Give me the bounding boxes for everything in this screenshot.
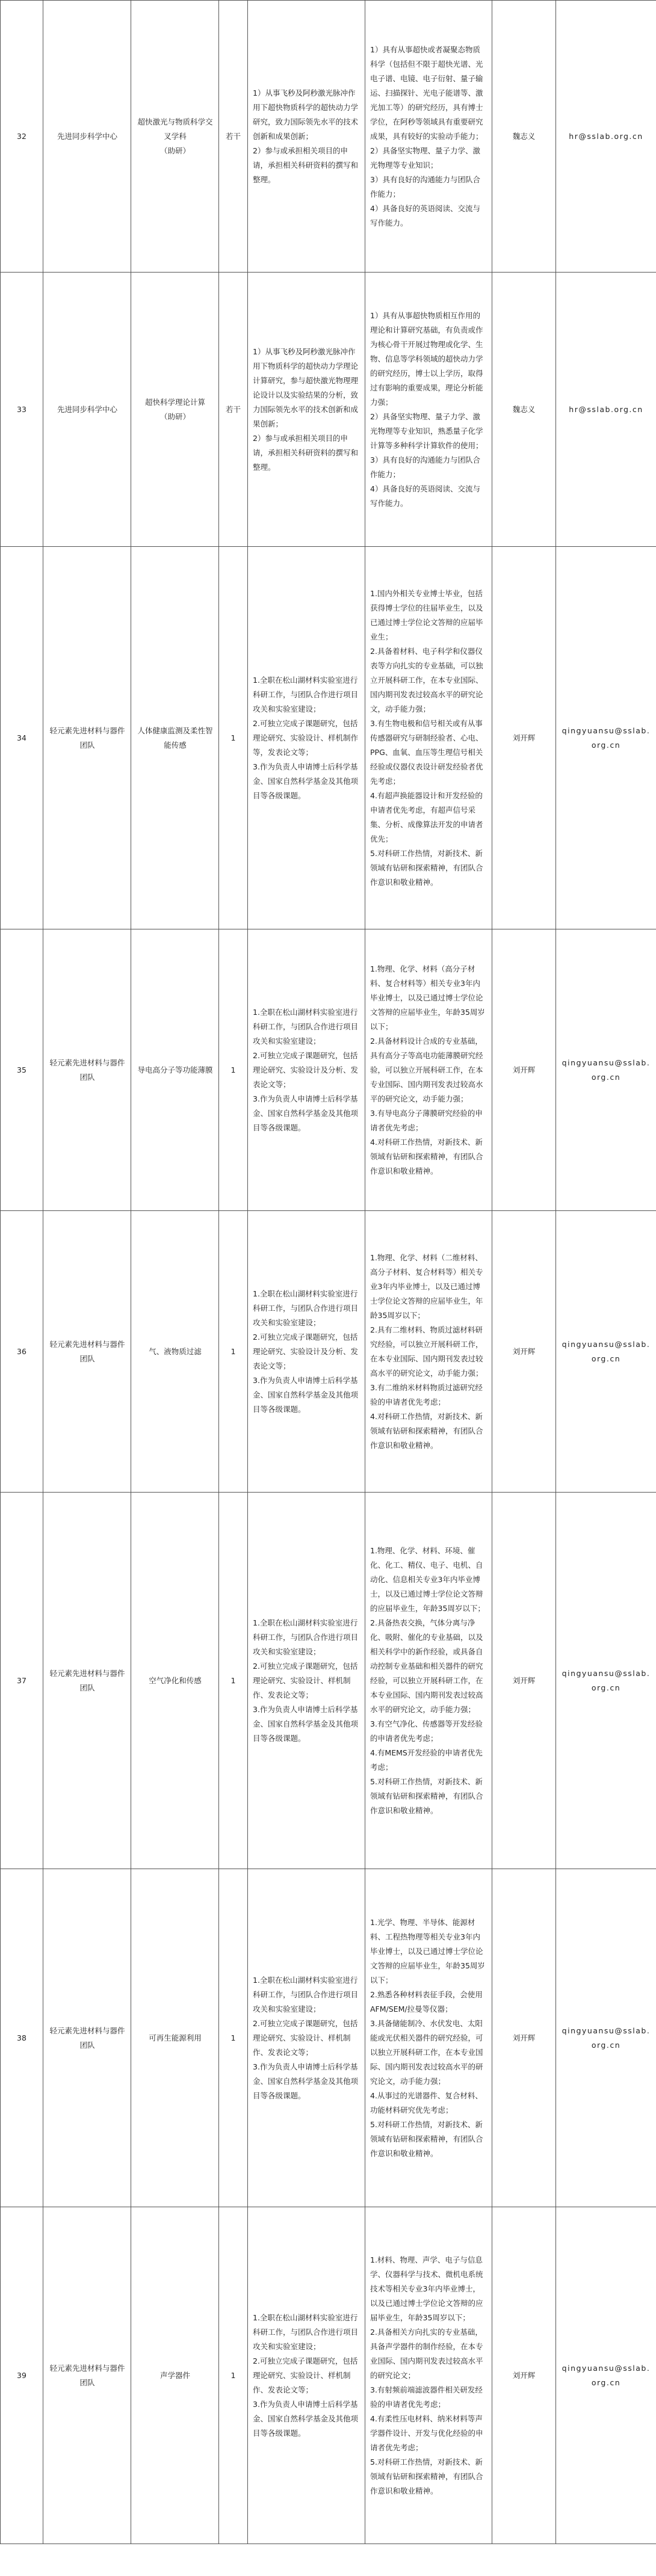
position-line: 气、液物质过滤 [149,1346,202,1356]
contact-person: 刘开辉 [492,1211,556,1493]
requirement-item: 1）具有从事超快或者凝聚态物质科学（包括但不限于超快光谱、光电子谱、电镜、电子衍射、量子输运、扫描探针、光电子能谱等、激光加工等）的研究经历，具有博士学位，在阿秒等领域具有重要研究成果，具有较好的实验动手能力； [370,45,483,141]
requirement-item: 2.具有二维材料、物质过滤材料研究经验，可以独立开展科研工作，在本专业国际、国内期刊发表过较高水平的研究论文，动手能力强； [370,1325,483,1378]
table-row [1,547,656,929]
position-line: 空气净化和传感 [149,1675,202,1685]
department: 先进同步科学中心 [43,273,131,547]
requirements-cell [365,2207,492,2544]
quota: 1 [219,547,248,929]
requirement-item: 4）具备良好的英语阅读、交流与写作能力。 [370,484,480,508]
email-address[interactable]: hr@sslab.org.cn [556,273,656,547]
department: 轻元素先进材料与器件团队 [43,1211,131,1493]
requirement-item: 3.具备储能制冷、水伏发电、太阳能或光伏相关器件的研究经验，可以独立开展科研工作，在本专业国际、国内期刊发表过较高水平的研究论文，动手能力强； [370,2018,483,2086]
table-row [1,929,656,1211]
requirement-item: 2）具备坚实物理、量子力学、激光物理等专业知识，熟悉量子化学计算等多种科学计算软件的使用； [370,411,483,450]
position-line: 导电高分子等功能薄膜 [137,1065,213,1074]
row-number: 34 [1,547,43,929]
duty-item: 2.可独立完成子课题研究，包括理论研究、实验设计、样机制作、发表论文等； [253,1661,358,1699]
quota: 1 [219,1869,248,2207]
contact-person: 魏志义 [492,1,556,273]
duty-item: 1.全职在松山湖材料实验室进行科研工作，与团队合作进行项目攻关和实验室建设； [253,675,359,713]
position-line: 超快科学理论计算 （助研） [144,397,205,421]
email-address[interactable]: qingyuansu@sslab.org.cn [556,1211,656,1493]
duty-item: 1）从事飞秒及阿秒激光脉冲作用下物质科学的超快动力学理论计算研究，参与超快激光物理理论设计以及实验结果的分析，致力国际领先水平的技术创新和成果创新； [253,347,359,428]
row-number: 32 [1,1,43,273]
requirement-item: 2.具备热表交换，气体分离与净化、吸附、催化的专业基础，以及相关科学中的新作经验，或具备自动控制专业基础和相关器件的研究经验，可以独立开展科研工作，在本专业国际、国内期刊发表过较高水平的研究论文，动手能力强； [370,1618,483,1714]
requirement-item: 3.有导电高分子薄膜研究经验的申请者优先考虑； [370,1108,483,1132]
requirement-item: 4.对科研工作热情，对新技术、新领域有钻研和探索精神，有团队合作意识和敬业精神。 [370,1137,483,1176]
requirements-cell [365,547,492,929]
quota: 若干 [219,273,248,547]
row-number: 35 [1,929,43,1211]
requirement-item: 5.对科研工作热情，对新技术、新领域有钻研和探索精神，有团队合作意识和敬业精神。 [370,848,483,887]
contact-person: 刘开辉 [492,1869,556,2207]
duty-item: 3.作为负责人申请博士后科学基金、国家自然科学基金及其他项目等各级课题。 [253,1094,359,1132]
duty-item: 1）从事飞秒及阿秒激光脉冲作用下超快物质科学的超快动力学研究，致力国际领先水平的技术创新和成果创新； [253,88,359,141]
table-row [1,1211,656,1493]
requirements-cell [365,929,492,1211]
position-name [131,1493,219,1869]
contact-person: 魏志义 [492,273,556,547]
row-number: 37 [1,1493,43,1869]
requirements-cell [365,1,492,273]
email-address[interactable]: qingyuansu@sslab.org.cn [556,1493,656,1869]
email-address[interactable]: qingyuansu@sslab.org.cn [556,1869,656,2207]
position-line: 人体健康监测及柔性智能传感 [137,726,213,750]
requirement-item: 1.光学、物理、半导体、能源材料、工程热物理等相关专业3年内毕业博士，以及已通过博士学位论文答辩的应届毕业生，年龄35周岁以下； [370,1917,485,1985]
position-name [131,1,219,273]
requirement-item: 4.从事过的光谱器件、复合材料、功能材料研究优先考虑； [370,2091,483,2115]
requirement-item: 3.有射频前端滤波器件相关研发经验的申请者优先考虑； [370,2385,483,2409]
position-name [131,929,219,1211]
duty-item: 2）参与或承担相关项目的申请，承担相关科研资料的撰写和整理。 [253,146,359,184]
duty-item: 1.全职在松山湖材料实验室进行科研工作，与团队合作进行项目攻关和实验室建设； [253,1289,359,1327]
requirement-item: 4.有超声换能器设计和开发经验的申请者优先考虑，有超声信号采集、分析、成像算法开发的申请者优先； [370,790,483,843]
requirement-item: 4.有柔性压电材料、纳米材料等声学器件设计、开发与优化经验的申请者优先考虑； [370,2414,483,2452]
duty-item: 2.可独立完成子课题研究，包括理论研究、实验设计、样机制作、发表论文等； [253,2018,358,2057]
contact-person: 刘开辉 [492,1493,556,1869]
requirement-item: 4）具备良好的英语阅读、交流与写作能力。 [370,203,480,227]
duty-item: 3.作为负责人申请博士后科学基金、国家自然科学基金及其他项目等各级课题。 [253,1375,359,1414]
table-body [1,1,656,2544]
department: 轻元素先进材料与器件团队 [43,1869,131,2207]
duties-cell [248,1869,365,2207]
email-address[interactable]: hr@sslab.org.cn [556,1,656,273]
position-line: 超快激光与物质科学交叉学科 （助研） [137,117,213,155]
requirement-item: 5.对科研工作热情，对新技术、新领域有钻研和探索精神，有团队合作意识和敬业精神。 [370,1776,483,1815]
requirements-cell [365,1869,492,2207]
duty-item: 2）参与或承担相关项目的申请，承担相关科研资料的撰写和整理。 [253,433,359,472]
duties-cell [248,547,365,929]
requirement-item: 3.有空气净化、传感器等开发经验的申请者优先考虑； [370,1719,483,1743]
email-address[interactable]: qingyuansu@sslab.org.cn [556,547,656,929]
duties-cell [248,1211,365,1493]
duty-item: 3.作为负责人申请博士后科学基金、国家自然科学基金及其他项目等各级课题。 [253,2062,359,2100]
duty-item: 1.全职在松山湖材料实验室进行科研工作，与团队合作进行项目攻关和实验室建设； [253,1975,359,2014]
requirement-item: 5.对科研工作热情，对新技术、新领域有钻研和探索精神，有团队合作意识和敬业精神。 [370,2119,483,2158]
requirements-cell [365,1211,492,1493]
row-number: 39 [1,2207,43,2544]
table-row [1,273,656,547]
quota: 1 [219,2207,248,2544]
row-number: 38 [1,1869,43,2207]
duty-item: 3.作为负责人申请博士后科学基金、国家自然科学基金及其他项目等各级课题。 [253,1704,359,1743]
contact-person: 刘开辉 [492,2207,556,2544]
requirement-item: 1）具有从事超快物质相互作用的理论和计算研究基础，有负责或作为核心骨干开展过物理或化学、生物、信息等学科领域的超快动力学的研究经历，博士以上学历，取得过有影响的重要成果，理论分析能力强； [370,310,483,407]
duty-item: 2.可独立完成子课题研究，包括理论研究、实验设计、样机制作、发表论文等； [253,2356,358,2394]
table-row [1,1,656,273]
position-name [131,1869,219,2207]
duty-item: 2.可独立完成子课题研究，包括理论研究、实验设计及分析、发表论文等； [253,1332,359,1370]
contact-person: 刘开辉 [492,547,556,929]
position-name [131,547,219,929]
quota: 若干 [219,1,248,273]
department: 轻元素先进材料与器件团队 [43,1493,131,1869]
position-name [131,1211,219,1493]
requirement-item: 1.材料、物理、声学、电子与信息学、仪器科学与技术、微机电系统技术等相关专业3年内毕业博士，以及已通过博士学位论文答辩的应届毕业生，年龄35周岁以下； [370,2255,483,2322]
requirement-item: 2.熟悉各种材料表征手段，会使用AFM/SEM/拉曼等仪器； [370,1989,483,2014]
quota: 1 [219,1211,248,1493]
table-row [1,2207,656,2544]
requirement-item: 1.国内外相关专业博士毕业，包括获得博士学位的往届毕业生，以及已通过博士学位论文答辩的应届毕业生； [370,588,483,641]
duties-cell [248,929,365,1211]
table-row [1,1869,656,2207]
requirement-item: 3）具有良好的沟通能力与团队合作能力； [370,455,480,479]
requirements-cell [365,273,492,547]
requirement-item: 4.有MEMS开发经验的申请者优先考虑； [370,1748,483,1772]
duty-item: 3.作为负责人申请博士后科学基金、国家自然科学基金及其他项目等各级课题。 [253,762,359,800]
requirement-item: 1.物理、化学、材料（高分子材料、复合材料等）相关专业3年内毕业博士，以及已通过博士学位论文答辩的应届毕业生，年龄35周岁以下； [370,964,485,1031]
position-line: 声学器件 [159,2370,190,2380]
requirement-item: 3）具有良好的沟通能力与团队合作能力； [370,174,480,199]
position-name [131,273,219,547]
department: 先进同步科学中心 [43,1,131,273]
row-number: 36 [1,1211,43,1493]
duty-item: 1.全职在松山湖材料实验室进行科研工作，与团队合作进行项目攻关和实验室建设； [253,2313,359,2351]
table-row [1,1493,656,1869]
requirement-item: 3.有生物电极和信号相关或有从事传感器研究与研制经验者、心电、PPG、血氧、血压等生理信号相关经验或仪器仪表设计研发经验者优先考虑； [370,718,483,786]
position-name [131,2207,219,2544]
quota: 1 [219,1493,248,1869]
duties-cell [248,1493,365,1869]
duty-item: 2.可独立完成子课题研究，包括理论研究、实验设计及分析、发表论文等； [253,1050,359,1089]
duty-item: 3.作为负责人申请博士后科学基金、国家自然科学基金及其他项目等各级课题。 [253,2399,359,2438]
requirement-item: 4.对科研工作热情，对新技术、新领域有钻研和探索精神，有团队合作意识和敬业精神。 [370,1411,483,1450]
duty-item: 1.全职在松山湖材料实验室进行科研工作，与团队合作进行项目攻关和实验室建设； [253,1618,359,1656]
quota: 1 [219,929,248,1211]
department: 轻元素先进材料与器件团队 [43,2207,131,2544]
duties-cell [248,273,365,547]
requirement-item: 2.具备相关方向扎实的专业基础，具备声学器件的制作经验，在本专业国际、国内期刊发表过较高水平的研究论文； [370,2327,483,2380]
requirement-item: 2.具备着材料、电子科学和仪器仪表等方向扎实的专业基础，可以独立开展科研工作，在本专业国际、国内期刊发表过较高水平的研究论文，动手能力强； [370,646,483,713]
requirement-item: 2.具备材料设计合成的专业基础，具有高分子等高电功能薄膜研究经验，可以独立开展科研工作，在本专业国际、国内期刊发表过较高水平的研究论文，动手能力强； [370,1036,483,1103]
duty-item: 2.可独立完成子课题研究，包括理论研究、实验设计、样机制作等，发表论文等； [253,718,359,757]
duty-item: 1.全职在松山湖材料实验室进行科研工作，与团队合作进行项目攻关和实验室建设； [253,1007,359,1046]
requirement-item: 1.物理、化学、材料、环境、催化、化工、精仪、电子、电机、自动化、信息相关专业3年内毕业博士，以及已通过博士学位论文答辩的应届毕业生，年龄35周岁以下； [370,1545,485,1613]
requirement-item: 2）具备坚实物理、量子力学、激光物理等专业知识； [370,146,480,170]
duties-cell [248,1,365,273]
position-line: 可再生能源利用 [149,2033,202,2042]
requirement-item: 3.有二维纳米材料物质过滤研究经验的申请者优先考虑； [370,1382,483,1407]
email-address[interactable]: qingyuansu@sslab.org.cn [556,2207,656,2544]
email-address[interactable]: qingyuansu@sslab.org.cn [556,929,656,1211]
requirement-item: 5.对科研工作热情，对新技术、新领域有钻研和探索精神，有团队合作意识和敬业精神。 [370,2457,483,2495]
duties-cell [248,2207,365,2544]
contact-person: 刘开辉 [492,929,556,1211]
department: 轻元素先进材料与器件团队 [43,547,131,929]
row-number: 33 [1,273,43,547]
requirements-cell [365,1493,492,1869]
requirement-item: 1.物理、化学、材料（二维材料、高分子材料、复合材料等）相关专业3年内毕业博士，以及已通过博士学位论文答辩的应届毕业生，年龄35周岁以下； [370,1253,483,1320]
department: 轻元素先进材料与器件团队 [43,929,131,1211]
